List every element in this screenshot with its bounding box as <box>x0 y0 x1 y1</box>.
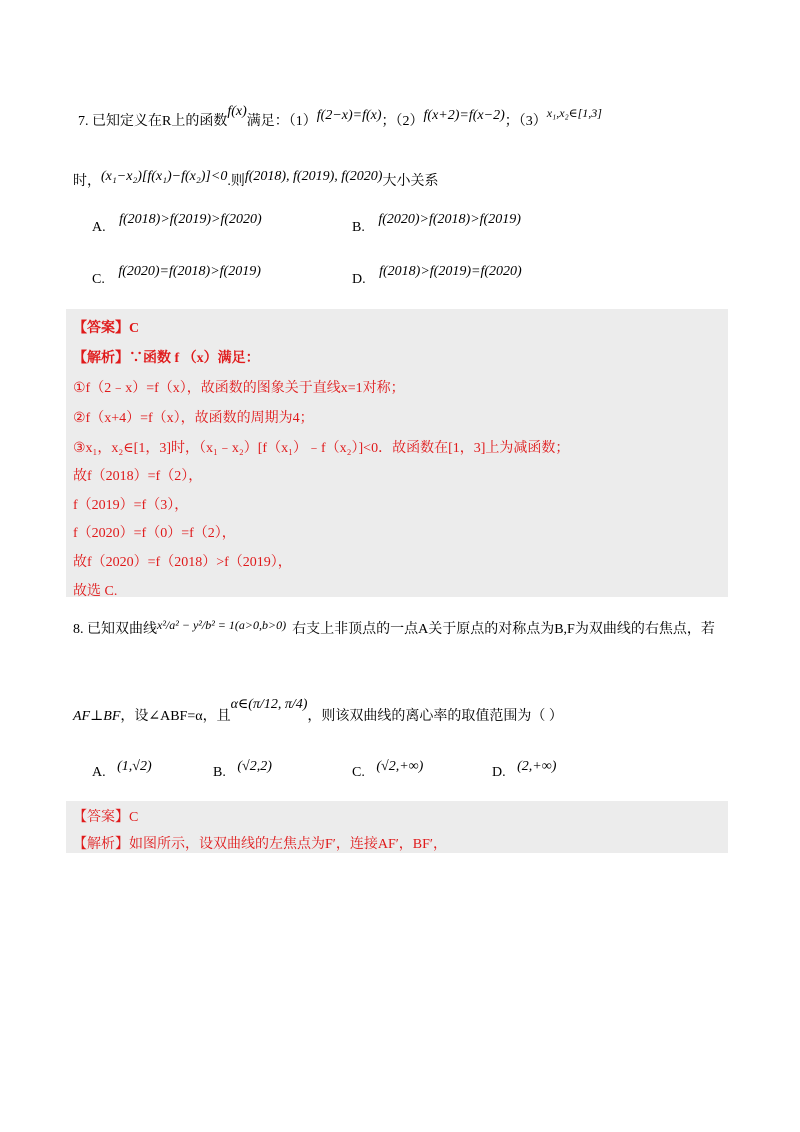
q8-option-d <box>492 759 557 781</box>
option-label: B. <box>213 765 226 780</box>
q8-perpendicular: AF⊥BF <box>73 709 121 724</box>
option-text: f(2018)>f(2019)=f(2020) <box>379 264 522 279</box>
q8-stem-line1 <box>73 618 715 638</box>
q8-alpha-range: α∈(π/12, π/4) <box>230 697 308 712</box>
q7-sep2: ；（3） <box>504 114 547 129</box>
q7-condition3: x₁,x₂∈[1,3] <box>546 106 602 120</box>
q8-stem-line2 <box>73 697 563 725</box>
q7-sep1: ；（2） <box>381 114 424 129</box>
q7-analysis-line: 故选 C. <box>73 584 118 599</box>
option-text: f(2020)=f(2018)>f(2019) <box>118 264 261 279</box>
q7-condition2: f(x+2)=f(x−2) <box>423 108 505 123</box>
q7-option-b <box>352 212 521 236</box>
q8-answer: 【答案】C <box>73 810 139 825</box>
q7-analysis-line: ③x₁，x₂∈[1，3]时，（x₁﹣x₂）[f（x₁）﹣f（x₂）]<0．故函数在[1，3]上为减函数； <box>73 441 570 456</box>
q8-option-c <box>352 759 424 781</box>
q7-analysis-line: 故f（2018）=f（2）， <box>73 469 203 484</box>
q7-analysis-line: 故f（2020）=f（2018）>f（2019）， <box>73 555 292 570</box>
q8-analysis-line: 【解析】如图所示，设双曲线的左焦点为F′，连接AF′，BF′， <box>73 837 447 852</box>
q7-option-a <box>92 212 262 236</box>
q7-stem-text2: 满足：（1） <box>246 114 317 129</box>
q7-analysis-line: ②f（x+4）=f（x），故函数的周期为4； <box>73 411 314 426</box>
option-label: C. <box>352 765 365 780</box>
option-text: f(2018)>f(2019)>f(2020) <box>119 212 262 227</box>
q8-stem-text: 8. 已知双曲线 <box>73 622 157 637</box>
option-text: f(2020)>f(2018)>f(2019) <box>378 212 521 227</box>
q7-analysis-line: f（2020）=f（0）=f（2）， <box>73 526 236 541</box>
q7-stem-then: .则 <box>227 174 245 189</box>
option-text: (√2,+∞) <box>376 759 424 774</box>
q8-stem-text3: ，设∠ABF=α，且 <box>120 709 231 724</box>
q7-stem-line1 <box>78 104 602 130</box>
option-label: D. <box>492 765 506 780</box>
option-text: (√2,2) <box>237 759 272 774</box>
q7-stem-text: 7. 已知定义在R上的函数 <box>78 114 228 129</box>
option-label: D. <box>352 272 366 287</box>
q7-analysis-line: f（2019）=f（3）， <box>73 498 189 513</box>
q7-stem-line2 <box>73 170 438 190</box>
option-label: B. <box>352 220 365 235</box>
option-text: (1,√2) <box>117 759 152 774</box>
q7-values: f(2018), f(2019), f(2020) <box>244 169 383 184</box>
q7-inequality: (x₁−x₂)[f(x₁)−f(x₂)]<0 <box>101 169 228 184</box>
option-label: C. <box>92 272 105 287</box>
q7-option-c <box>92 264 261 288</box>
q7-stem-compare: 大小关系 <box>382 174 439 189</box>
q7-stem-when: 时， <box>73 174 101 189</box>
q7-answer: 【答案】C <box>73 321 140 336</box>
q7-analysis-line: ①f（2﹣x）=f（x），故函数的图象关于直线x=1对称； <box>73 381 405 396</box>
q8-hyperbola-equation: x²/a² − y²/b² = 1(a>0,b>0) <box>157 618 287 632</box>
q7-option-d <box>352 264 522 288</box>
option-text: (2,+∞) <box>517 759 557 774</box>
q8-option-a <box>92 759 152 781</box>
q7-condition1: f(2−x)=f(x) <box>316 108 382 123</box>
q8-option-b <box>213 759 272 781</box>
q8-stem-text4: ，则该双曲线的离心率的取值范围为（ ） <box>307 709 563 724</box>
option-label: A. <box>92 765 106 780</box>
q7-function-symbol: f(x) <box>227 104 247 119</box>
q7-analysis-line: 【解析】∵函数 f （x）满足： <box>73 351 260 366</box>
q8-stem-text2: 右支上非顶点的一点A关于原点的对称点为B,F为双曲线的右焦点，若 <box>292 622 715 637</box>
option-label: A. <box>92 220 106 235</box>
